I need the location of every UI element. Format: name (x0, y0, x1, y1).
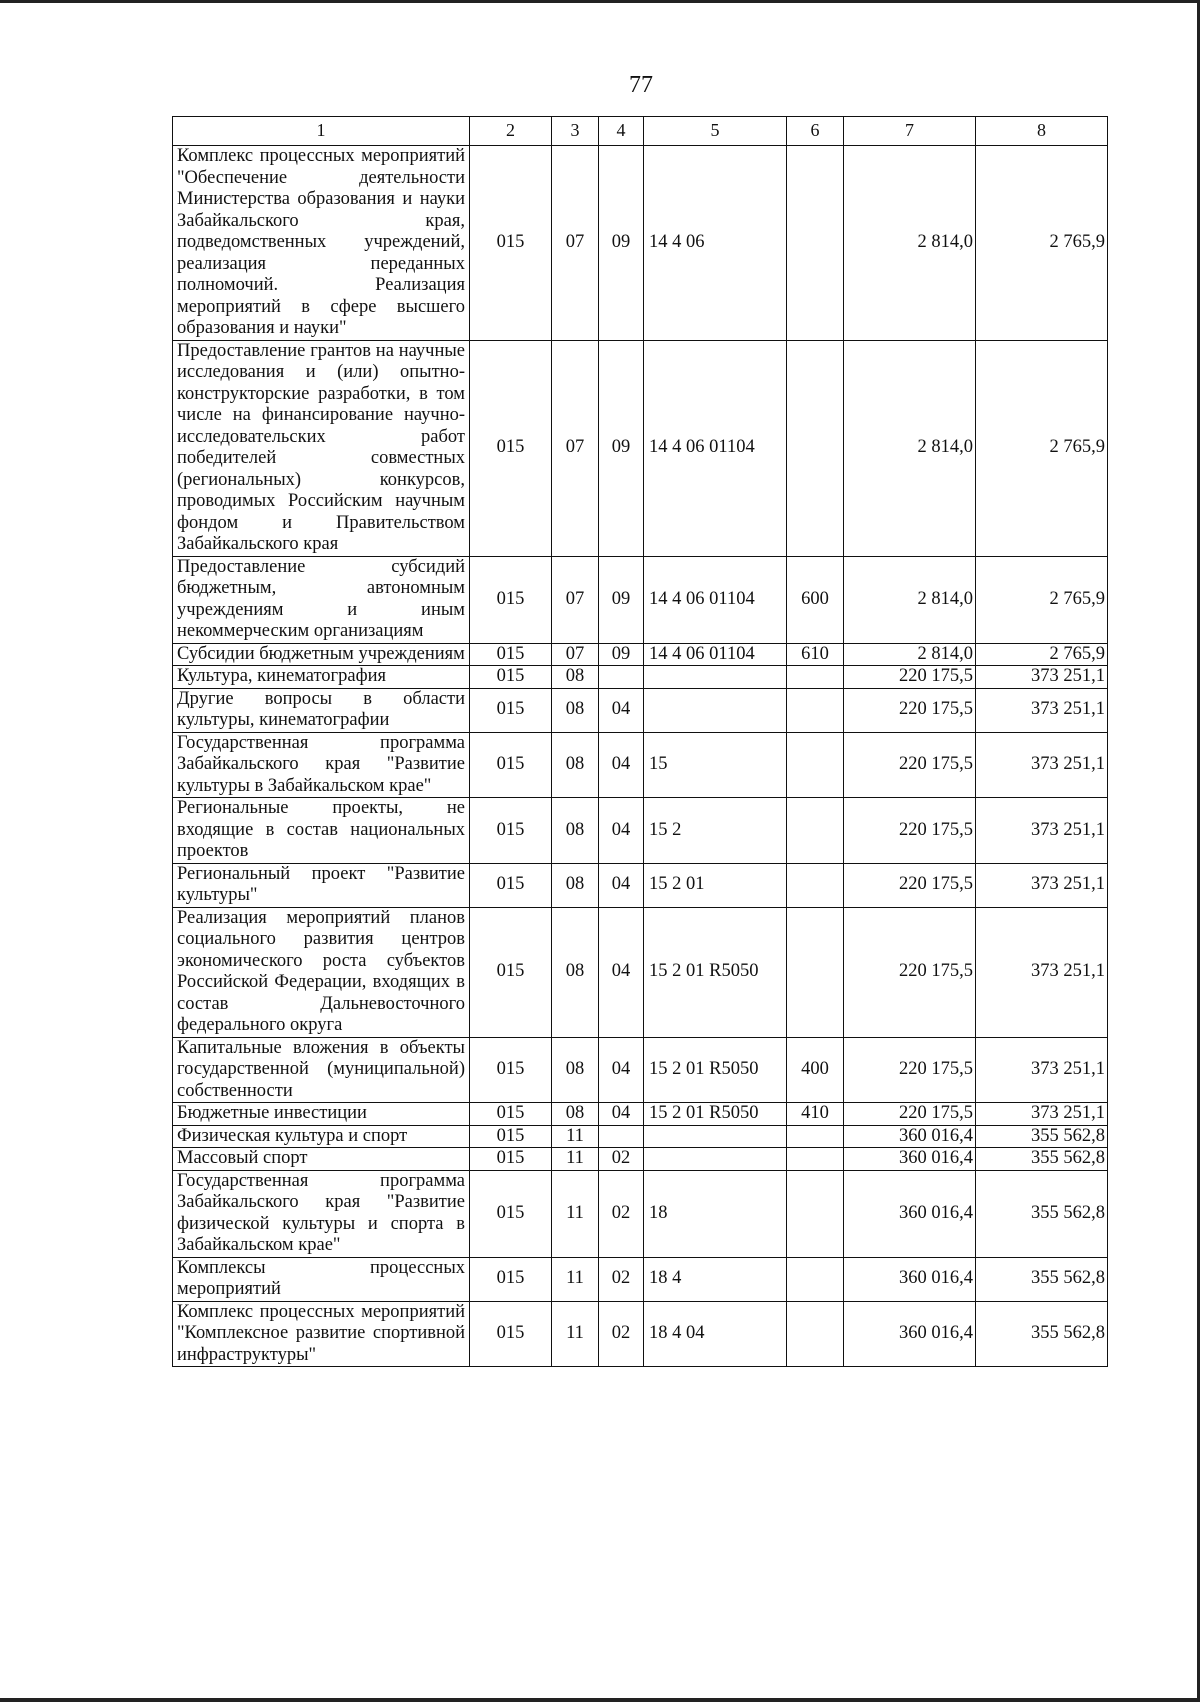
amount-year2-cell: 373 251,1 (976, 1037, 1108, 1103)
row-name-cell: Бюджетные инвестиции (173, 1103, 470, 1126)
target-article-cell: 15 2 01 R5050 (644, 907, 787, 1037)
amount-year2-cell: 355 562,8 (976, 1125, 1108, 1148)
row-name-cell: Массовый спорт (173, 1148, 470, 1171)
subsection-code-cell: 04 (599, 732, 644, 798)
section-code-cell: 11 (552, 1170, 599, 1257)
expense-type-cell (787, 1257, 844, 1301)
row-name-cell: Государственная программа Забайкальского края "Развитие культуры в Забайкальском крае" (173, 732, 470, 798)
table-row (173, 863, 1108, 907)
grbs-code-cell: 015 (470, 1301, 552, 1367)
subsection-code-cell (599, 1125, 644, 1148)
amount-year1-cell: 2 814,0 (844, 340, 976, 556)
subsection-code-cell (599, 666, 644, 689)
section-code-cell: 08 (552, 732, 599, 798)
expense-type-cell (787, 732, 844, 798)
target-article-cell: 18 4 04 (644, 1301, 787, 1367)
amount-year1-cell: 220 175,5 (844, 907, 976, 1037)
table-row (173, 1103, 1108, 1126)
target-article-cell: 15 2 01 R5050 (644, 1037, 787, 1103)
section-code-cell: 08 (552, 863, 599, 907)
section-code-cell: 11 (552, 1125, 599, 1148)
section-code-cell: 07 (552, 146, 599, 341)
amount-year2-cell: 373 251,1 (976, 1103, 1108, 1126)
target-article-cell: 14 4 06 01104 (644, 556, 787, 643)
row-name-cell: Другие вопросы в области культуры, кинематографии (173, 688, 470, 732)
grbs-code-cell: 015 (470, 1103, 552, 1126)
amount-year1-cell: 2 814,0 (844, 556, 976, 643)
row-name-cell: Физическая культура и спорт (173, 1125, 470, 1148)
row-name-cell: Региональный проект "Развитие культуры" (173, 863, 470, 907)
expense-type-cell (787, 798, 844, 864)
header-cell-6: 6 (787, 117, 844, 146)
expense-type-cell (787, 1125, 844, 1148)
grbs-code-cell: 015 (470, 688, 552, 732)
amount-year1-cell: 360 016,4 (844, 1301, 976, 1367)
expense-type-cell (787, 666, 844, 689)
target-article-cell (644, 1125, 787, 1148)
grbs-code-cell: 015 (470, 907, 552, 1037)
grbs-code-cell: 015 (470, 556, 552, 643)
grbs-code-cell: 015 (470, 146, 552, 341)
amount-year1-cell: 220 175,5 (844, 863, 976, 907)
header-cell-7: 7 (844, 117, 976, 146)
expense-type-cell (787, 1301, 844, 1367)
amount-year2-cell: 373 251,1 (976, 666, 1108, 689)
table-row (173, 688, 1108, 732)
grbs-code-cell: 015 (470, 863, 552, 907)
target-article-cell (644, 1148, 787, 1171)
expense-type-cell: 410 (787, 1103, 844, 1126)
budget-table (172, 116, 1108, 1367)
amount-year2-cell: 2 765,9 (976, 340, 1108, 556)
amount-year1-cell: 220 175,5 (844, 798, 976, 864)
section-code-cell: 08 (552, 688, 599, 732)
amount-year2-cell: 2 765,9 (976, 556, 1108, 643)
header-cell-3: 3 (552, 117, 599, 146)
target-article-cell: 15 2 01 R5050 (644, 1103, 787, 1126)
subsection-code-cell: 04 (599, 1037, 644, 1103)
grbs-code-cell: 015 (470, 732, 552, 798)
amount-year2-cell: 355 562,8 (976, 1170, 1108, 1257)
target-article-cell (644, 688, 787, 732)
amount-year1-cell: 2 814,0 (844, 643, 976, 666)
section-code-cell: 11 (552, 1148, 599, 1171)
target-article-cell: 18 (644, 1170, 787, 1257)
table-row (173, 732, 1108, 798)
grbs-code-cell: 015 (470, 643, 552, 666)
amount-year2-cell: 373 251,1 (976, 688, 1108, 732)
amount-year2-cell: 373 251,1 (976, 732, 1108, 798)
header-cell-1: 1 (173, 117, 470, 146)
table-header-row (173, 117, 1108, 146)
subsection-code-cell: 02 (599, 1257, 644, 1301)
grbs-code-cell: 015 (470, 1037, 552, 1103)
subsection-code-cell: 04 (599, 907, 644, 1037)
section-code-cell: 08 (552, 798, 599, 864)
row-name-cell: Государственная программа Забайкальского края "Развитие физической культуры и спорта в Забайкальском крае" (173, 1170, 470, 1257)
amount-year1-cell: 360 016,4 (844, 1170, 976, 1257)
grbs-code-cell: 015 (470, 798, 552, 864)
amount-year2-cell: 2 765,9 (976, 146, 1108, 341)
table-row (173, 1125, 1108, 1148)
table-row (173, 1037, 1108, 1103)
grbs-code-cell: 015 (470, 1125, 552, 1148)
header-cell-5: 5 (644, 117, 787, 146)
amount-year2-cell: 2 765,9 (976, 643, 1108, 666)
subsection-code-cell: 02 (599, 1301, 644, 1367)
amount-year2-cell: 373 251,1 (976, 907, 1108, 1037)
section-code-cell: 08 (552, 666, 599, 689)
row-name-cell: Комплексы процессных мероприятий (173, 1257, 470, 1301)
amount-year1-cell: 360 016,4 (844, 1125, 976, 1148)
table-row (173, 1170, 1108, 1257)
section-code-cell: 07 (552, 643, 599, 666)
amount-year2-cell: 355 562,8 (976, 1257, 1108, 1301)
row-name-cell: Реализация мероприятий планов социального развития центров экономического роста субъектов Российской Федерации, входящих в состав Дальневосточного федерального округа (173, 907, 470, 1037)
row-name-cell: Капитальные вложения в объекты государственной (муниципальной) собственности (173, 1037, 470, 1103)
amount-year1-cell: 360 016,4 (844, 1257, 976, 1301)
amount-year2-cell: 355 562,8 (976, 1148, 1108, 1171)
expense-type-cell (787, 688, 844, 732)
target-article-cell: 18 4 (644, 1257, 787, 1301)
table-row (173, 556, 1108, 643)
subsection-code-cell: 02 (599, 1170, 644, 1257)
subsection-code-cell: 04 (599, 1103, 644, 1126)
subsection-code-cell: 09 (599, 340, 644, 556)
header-cell-8: 8 (976, 117, 1108, 146)
page-number: 77 (629, 72, 653, 98)
expense-type-cell: 400 (787, 1037, 844, 1103)
subsection-code-cell: 02 (599, 1148, 644, 1171)
row-name-cell: Предоставление грантов на научные исследования и (или) опытно-конструкторские разработки, в том числе на финансирование научно-исследовательских работ победителей совместных (региональных) конкурсов, проводимых Российским научным фондом и Правительством Забайкальского края (173, 340, 470, 556)
grbs-code-cell: 015 (470, 340, 552, 556)
section-code-cell: 08 (552, 1103, 599, 1126)
target-article-cell: 14 4 06 (644, 146, 787, 341)
scan-edge-top (0, 0, 1200, 3)
target-article-cell: 14 4 06 01104 (644, 340, 787, 556)
amount-year1-cell: 220 175,5 (844, 1103, 976, 1126)
table-row (173, 1148, 1108, 1171)
section-code-cell: 07 (552, 556, 599, 643)
table-row (173, 340, 1108, 556)
subsection-code-cell: 04 (599, 688, 644, 732)
table-row (173, 1257, 1108, 1301)
amount-year2-cell: 373 251,1 (976, 798, 1108, 864)
grbs-code-cell: 015 (470, 666, 552, 689)
amount-year1-cell: 220 175,5 (844, 666, 976, 689)
subsection-code-cell: 04 (599, 798, 644, 864)
expense-type-cell: 600 (787, 556, 844, 643)
row-name-cell: Региональные проекты, не входящие в состав национальных проектов (173, 798, 470, 864)
header-cell-4: 4 (599, 117, 644, 146)
scan-edge-bottom (0, 1698, 1200, 1702)
table-row (173, 643, 1108, 666)
expense-type-cell (787, 1170, 844, 1257)
expense-type-cell (787, 1148, 844, 1171)
section-code-cell: 11 (552, 1301, 599, 1367)
expense-type-cell (787, 863, 844, 907)
target-article-cell: 15 (644, 732, 787, 798)
table-row (173, 146, 1108, 341)
subsection-code-cell: 09 (599, 146, 644, 341)
target-article-cell: 15 2 (644, 798, 787, 864)
grbs-code-cell: 015 (470, 1148, 552, 1171)
expense-type-cell: 610 (787, 643, 844, 666)
amount-year1-cell: 2 814,0 (844, 146, 976, 341)
amount-year1-cell: 220 175,5 (844, 688, 976, 732)
section-code-cell: 08 (552, 1037, 599, 1103)
amount-year2-cell: 373 251,1 (976, 863, 1108, 907)
table-row (173, 1301, 1108, 1367)
row-name-cell: Комплекс процессных мероприятий "Обеспечение деятельности Министерства образования и науки Забайкальского края, подведомственных учреждений, реализация переданных полномочий. Реализация мероприятий в сфере высшего образования и науки" (173, 146, 470, 341)
table-row (173, 907, 1108, 1037)
row-name-cell: Предоставление субсидий бюджетным, автономным учреждениям и иным некоммерческим организациям (173, 556, 470, 643)
subsection-code-cell: 04 (599, 863, 644, 907)
expense-type-cell (787, 340, 844, 556)
target-article-cell (644, 666, 787, 689)
section-code-cell: 07 (552, 340, 599, 556)
subsection-code-cell: 09 (599, 556, 644, 643)
row-name-cell: Комплекс процессных мероприятий "Комплексное развитие спортивной инфраструктуры" (173, 1301, 470, 1367)
row-name-cell: Культура, кинематография (173, 666, 470, 689)
section-code-cell: 11 (552, 1257, 599, 1301)
header-cell-2: 2 (470, 117, 552, 146)
expense-type-cell (787, 907, 844, 1037)
amount-year1-cell: 360 016,4 (844, 1148, 976, 1171)
section-code-cell: 08 (552, 907, 599, 1037)
table-row (173, 798, 1108, 864)
row-name-cell: Субсидии бюджетным учреждениям (173, 643, 470, 666)
expense-type-cell (787, 146, 844, 341)
amount-year1-cell: 220 175,5 (844, 1037, 976, 1103)
amount-year1-cell: 220 175,5 (844, 732, 976, 798)
target-article-cell: 15 2 01 (644, 863, 787, 907)
grbs-code-cell: 015 (470, 1170, 552, 1257)
grbs-code-cell: 015 (470, 1257, 552, 1301)
amount-year2-cell: 355 562,8 (976, 1301, 1108, 1367)
table-row (173, 666, 1108, 689)
subsection-code-cell: 09 (599, 643, 644, 666)
target-article-cell: 14 4 06 01104 (644, 643, 787, 666)
